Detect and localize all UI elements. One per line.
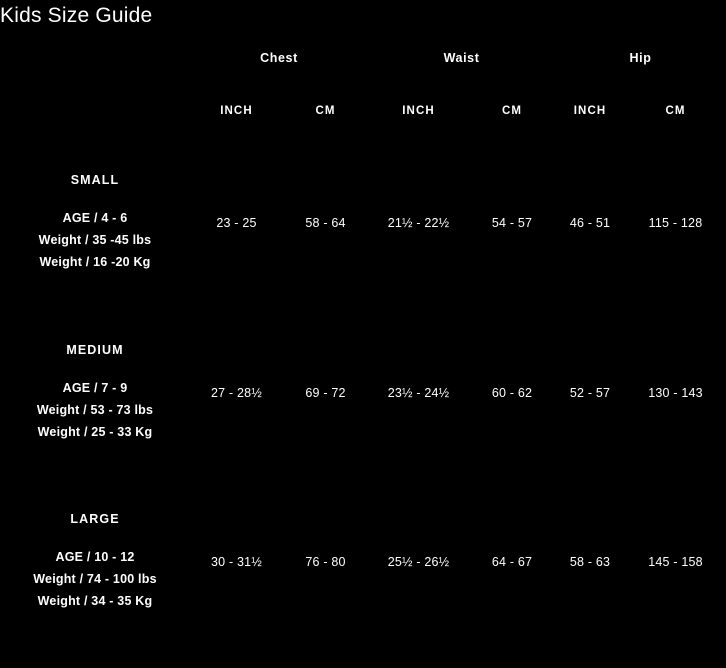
size-name: LARGE [70,512,120,526]
size-detail-weight-kg: Weight / 16 -20 Kg [39,255,151,269]
cell-waist-cm: 54 - 57 [491,216,533,230]
size-detail-age: AGE / 10 - 12 [55,550,135,564]
table-row [0,308,726,478]
cell-waist-inch: 23½ - 24½ [387,386,450,400]
cell-waist-cm: 64 - 67 [491,555,533,569]
row-label-large [0,478,190,646]
header-unit-hip-cm: CM [665,105,686,117]
row-label-medium [0,308,190,478]
row-label-small [0,138,190,308]
size-detail-weight-kg: Weight / 34 - 35 Kg [37,594,153,608]
size-name: SMALL [70,173,120,187]
header-group-chest: Chest [260,50,298,65]
cell-chest-inch: 30 - 31½ [211,555,262,569]
header-unit-waist-cm: CM [501,105,523,117]
size-name: MEDIUM [66,343,124,357]
page-title: Kids Size Guide [0,4,153,27]
header-group-hip: Hip [629,50,652,65]
cell-waist-inch: 21½ - 22½ [387,216,450,230]
header-unit-empty [0,84,190,138]
cell-hip-inch: 52 - 57 [569,386,611,400]
size-guide-table [0,31,726,646]
size-detail-age: AGE / 4 - 6 [62,211,128,225]
cell-hip-cm: 130 - 143 [648,386,703,400]
table-header-groups [0,31,726,84]
cell-chest-inch: 27 - 28½ [211,386,262,400]
table-row [0,478,726,646]
size-detail-age: AGE / 7 - 9 [62,381,128,395]
header-unit-waist-inch: INCH [402,105,435,117]
header-unit-chest-cm: CM [315,105,336,117]
size-detail-weight-lbs: Weight / 74 - 100 lbs [33,572,157,586]
size-detail-weight-kg: Weight / 25 - 33 Kg [37,425,153,439]
cell-hip-inch: 58 - 63 [569,555,611,569]
cell-waist-inch: 25½ - 26½ [387,555,450,569]
cell-waist-cm: 60 - 62 [491,386,533,400]
size-detail-weight-lbs: Weight / 53 - 73 lbs [36,403,154,417]
header-unit-chest-inch: INCH [220,105,253,117]
table-header-units [0,84,726,138]
cell-hip-cm: 115 - 128 [648,216,703,230]
cell-chest-cm: 58 - 64 [305,216,346,230]
header-unit-hip-inch: INCH [573,105,607,117]
header-group-waist: Waist [443,50,480,65]
cell-chest-cm: 69 - 72 [305,386,346,400]
cell-hip-cm: 145 - 158 [648,555,703,569]
cell-hip-inch: 46 - 51 [569,216,611,230]
header-group-empty [0,31,190,84]
cell-chest-cm: 76 - 80 [305,555,346,569]
table-row [0,138,726,308]
size-detail-weight-lbs: Weight / 35 -45 lbs [38,233,152,247]
cell-chest-inch: 23 - 25 [216,216,257,230]
